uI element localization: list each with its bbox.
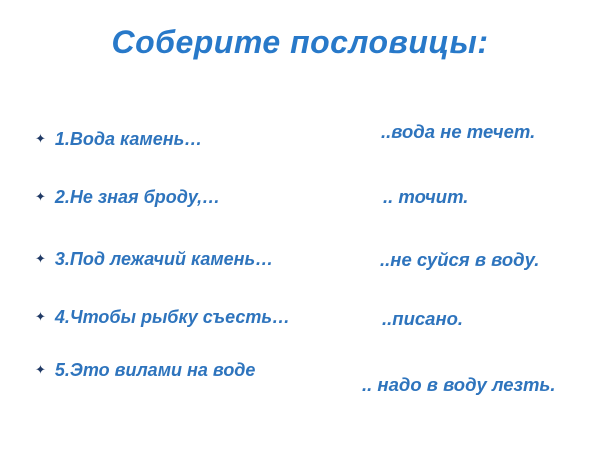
proverb-ending-label-2: .. точит. (383, 186, 469, 207)
diamond-bullet-icon: ✦ (35, 362, 46, 377)
proverb-start-label: 2.Не зная броду,… (54, 187, 221, 207)
page-title: Соберите пословицы: (111, 24, 489, 60)
proverb-start-label: 1.Вода камень… (54, 129, 203, 149)
diamond-bullet-icon: ✦ (35, 131, 46, 146)
diamond-bullet-icon: ✦ (35, 189, 46, 204)
proverb-ending-label-4: ..писано. (382, 308, 464, 329)
proverb-ending-label-3: ..не суйся в воду. (380, 249, 540, 270)
diamond-bullet-icon: ✦ (35, 251, 46, 266)
proverb-start-label: 4.Чтобы рыбку съесть… (54, 307, 291, 327)
proverb-start-item-3 (35, 248, 273, 270)
proverb-start-item-5 (35, 359, 255, 381)
proverb-ending-label-5: .. надо в воду лезть. (362, 374, 556, 395)
diamond-bullet-icon: ✦ (35, 309, 46, 324)
proverb-start-label: 5.Это вилами на воде (54, 360, 256, 380)
proverb-start-item-2 (35, 186, 220, 208)
proverb-start-label: 3.Под лежачий камень… (54, 249, 274, 269)
proverb-start-item-4 (35, 306, 290, 328)
proverb-start-item-1 (35, 128, 202, 150)
proverb-ending-label-1: ..вода не течет. (381, 121, 536, 142)
